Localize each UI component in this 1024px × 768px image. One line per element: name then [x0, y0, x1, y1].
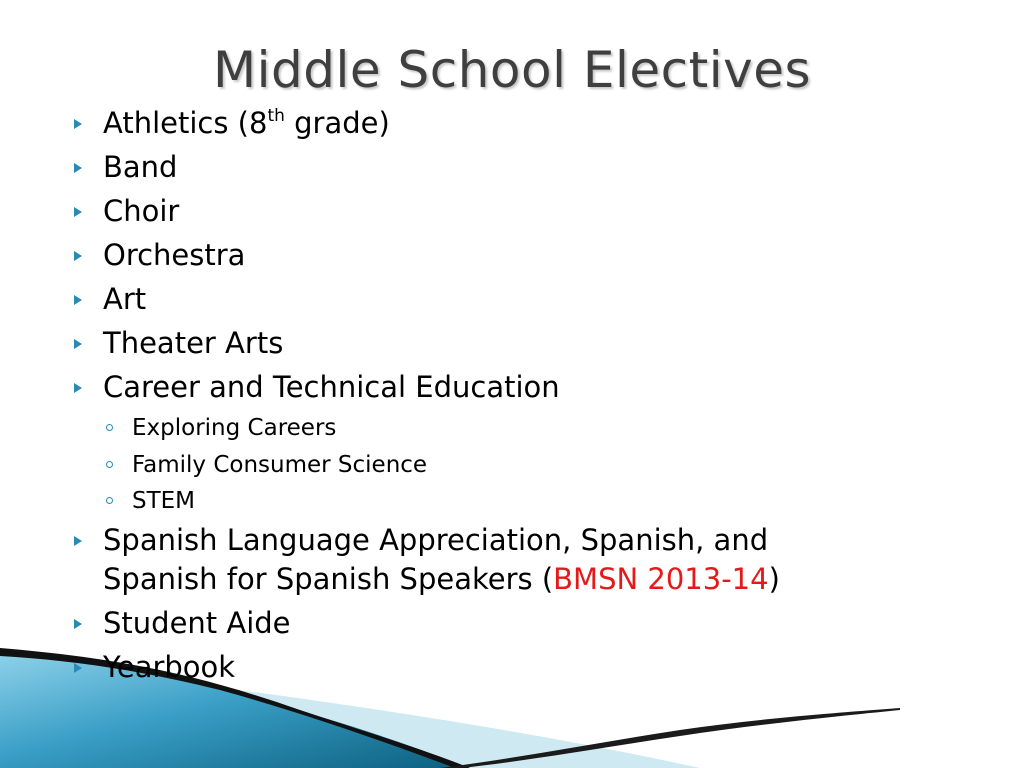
highlight-text: BMSN 2013-14	[553, 562, 769, 596]
hollow-circle-icon	[106, 424, 113, 431]
hollow-circle-icon	[106, 461, 113, 468]
triangle-right-icon	[74, 163, 82, 173]
list-item-label: Spanish for Spanish Speakers (	[103, 562, 554, 596]
list-item-label: Student Aide	[103, 606, 291, 640]
triangle-right-icon	[74, 251, 82, 261]
hollow-circle-icon	[106, 497, 113, 504]
list-item-text	[103, 563, 780, 596]
list-item-label: Band	[103, 150, 178, 184]
list-item-label: Career and Technical Education	[103, 370, 560, 404]
list-item-label-suffix: grade)	[284, 106, 390, 140]
list-item-label: Yearbook	[103, 650, 236, 684]
list-item-label: Spanish Language Appreciation, Spanish, and	[103, 523, 769, 557]
list-item-text	[103, 107, 390, 140]
list-item-label: Theater Arts	[103, 326, 284, 360]
triangle-right-icon	[74, 536, 82, 546]
triangle-right-icon	[74, 619, 82, 629]
triangle-right-icon	[74, 663, 82, 673]
list-item-label: Choir	[103, 194, 180, 228]
superscript: th	[267, 106, 285, 126]
sub-list-item-label: Exploring Careers	[132, 415, 337, 441]
triangle-right-icon	[74, 119, 82, 129]
list-item-label: Art	[103, 282, 147, 316]
triangle-right-icon	[74, 383, 82, 393]
triangle-right-icon	[74, 207, 82, 217]
list-item-label-suffix: )	[768, 562, 780, 596]
sub-list-item-label: STEM	[132, 488, 196, 514]
sub-list-item-label: Family Consumer Science	[132, 452, 428, 478]
list-item-label: Orchestra	[103, 238, 246, 272]
triangle-right-icon	[74, 339, 82, 349]
list-item-label: Athletics (8	[103, 106, 268, 140]
triangle-right-icon	[74, 295, 82, 305]
slide-title: Middle School Electives	[212, 41, 812, 99]
